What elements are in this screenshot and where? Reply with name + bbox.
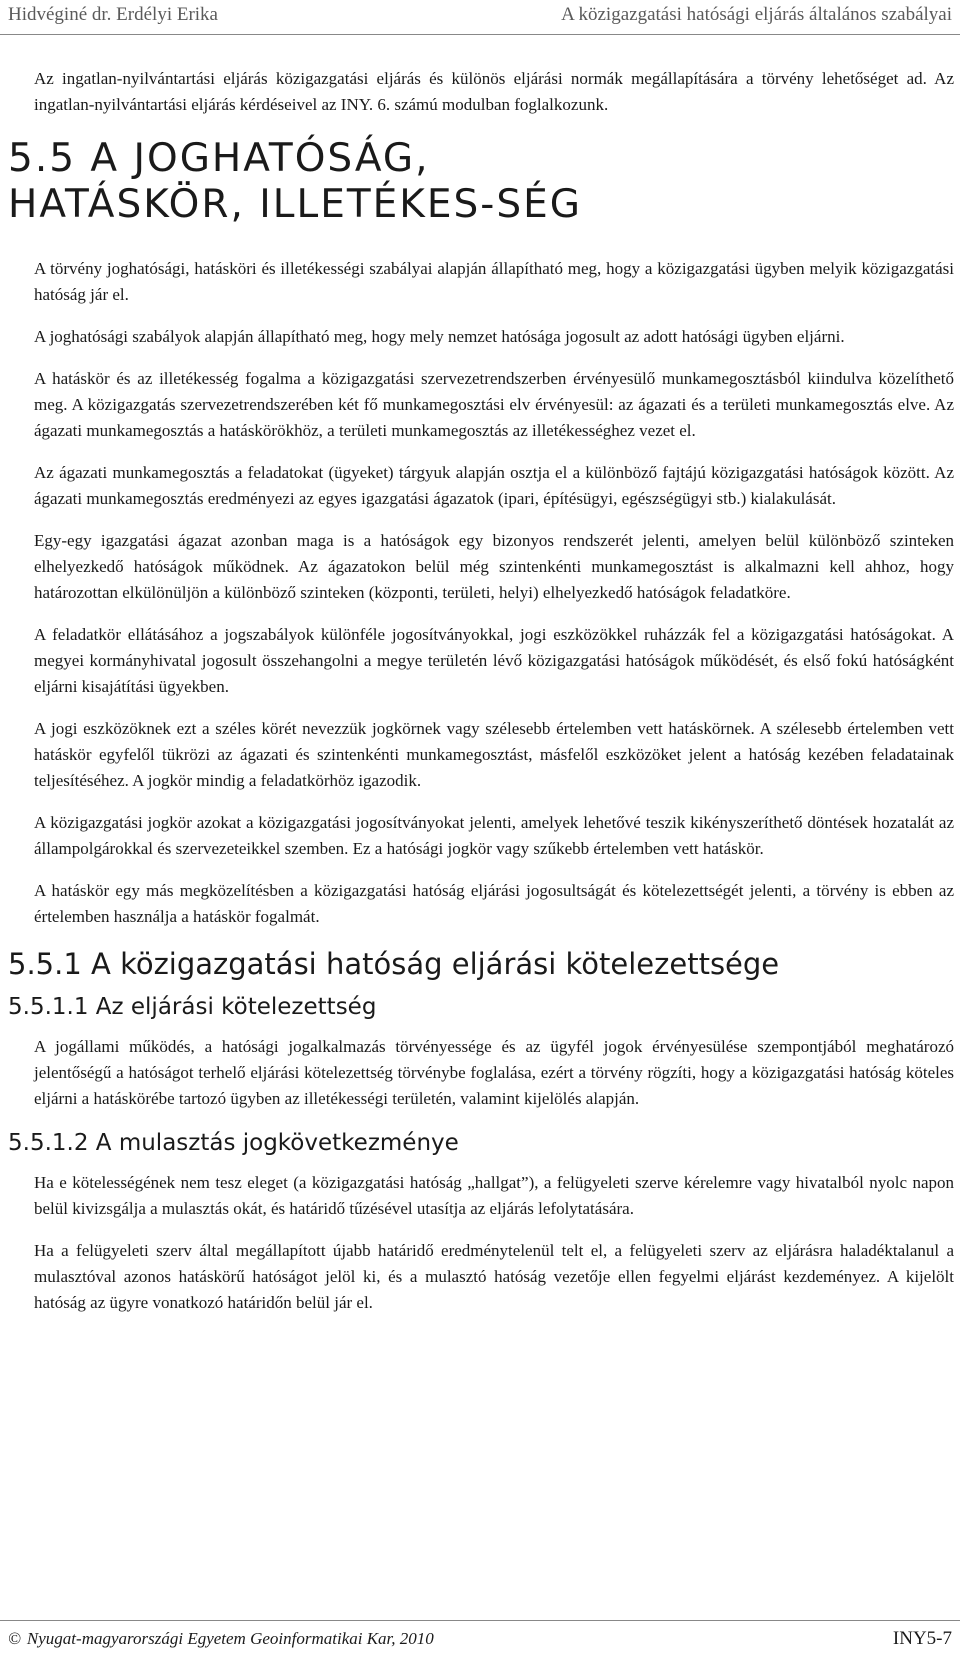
page-number: INY5-7 [892,1628,952,1649]
section-heading-5-5: 5.5 A JOGHATÓSÁG, HATÁSKÖR, ILLETÉKES-SÉG [8,136,582,227]
paragraph: A jogállami működés, a hatósági jogalkalmazás törvényessége és az ügyfél jogok érvényesülése szempontjából meghatározó jelentőségű a hatóságot terhelő eljárási kötelezettség törvénybe foglalása, ezért a törvény rögzíti, hogy a közigazgatási hatóság köteles eljárni a hatáskörébe tartozó ügyben az illetékességi területén, valamint kijelölés alapján. [34,1037,954,1108]
footer-publisher [8,1629,434,1649]
header-title: A közigazgatási hatósági eljárás általános szabályai [561,4,952,25]
section-heading-5-5-1: 5.5.1 A közigazgatási hatóság eljárási kötelezettsége [8,947,780,981]
page-footer [8,1628,952,1650]
footer-divider [0,1620,960,1621]
section-heading-5-5-1-1: 5.5.1.1 Az eljárási kötelezettség [8,994,377,1020]
paragraph: Ha e kötelességének nem tesz eleget (a közigazgatási hatóság „hallgat”), a felügyeleti szerve kérelemre vagy hivatalból nyolc napon belül kivizsgálja a mulasztás okát, és határidő tűzésével utasítja az eljárás lefolytatására. [34,1173,954,1218]
paragraph: Ha a felügyeleti szerv által megállapított újabb határidő eredménytelenül telt el, a felügyeleti szerv az eljárásra haladéktalanul a mulasztóval azonos hatáskörű hatóságot jelöl ki, és a mulasztó hatóság vezetője ellen fegyelmi eljárást kezdeményez. A kijelölt hatóság az ügyre vonatkozó határidőn belül jár el. [34,1241,954,1312]
running-header [8,4,952,34]
paragraph: A jogi eszközöknek ezt a széles körét nevezzük jogkörnek vagy szélesebb értelemben vett hatáskörnek. A szélesebb értelemben vett hatáskör egyfelől tükrözi az ágazati és szintenkénti munkamegosztást, másfelől eszközöket jelent a hatóság kezében feladatainak teljesítéséhez. A jogkör mindig a feladatkörhöz igazodik. [34,719,954,790]
paragraph: Az ágazati munkamegosztás a feladatokat (ügyeket) tárgyuk alapján osztja el a különböző fajtájú közigazgatási hatóságok között. Az ágazati munkamegosztás eredményezi az egyes igazgatási ágazatok (ipari, építésügyi, egészségügyi stb.) kialakulását. [34,463,954,508]
footer-publisher-text: Nyugat-magyarországi Egyetem Geoinformatikai Kar, 2010 [26,1629,434,1648]
paragraph: A feladatkör ellátásához a jogszabályok különféle jogosítványokkal, jogi eszközökkel ruházzák fel a közigazgatási hatóságokat. A megyei kormányhivatal jogosult összehangolni a megye területén lévő közigazgatási hatóságok működését, és első fokú hatóságként eljárni kisajátítási ügyekben. [34,625,954,696]
paragraph: A joghatósági szabályok alapján állapítható meg, hogy mely nemzet hatósága jogosult az adott hatósági ügyben eljárni. [34,327,845,346]
paragraph: A törvény joghatósági, hatásköri és illetékességi szabályai alapján állapítható meg, hogy a közigazgatási ügyben melyik közigazgatási hatóság jár el. [34,259,954,304]
header-author: Hidvéginé dr. Erdélyi Erika [8,4,218,25]
header-divider [0,34,960,35]
paragraph: A közigazgatási jogkör azokat a közigazgatási jogosítványokat jelenti, amelyek lehetővé teszik kikényszeríthető döntések hozatalát az állampolgárokkal és szervezeteikkel szemben. Ez a hatósági jogkör vagy szűkebb értelemben vett hatáskör. [34,813,954,858]
section-heading-5-5-1-2: 5.5.1.2 A mulasztás jogkövetkezménye [8,1130,459,1156]
page-content [8,66,954,1332]
paragraph: Egy-egy igazgatási ágazat azonban maga is a hatóságok egy bizonyos rendszerét jelenti, amelyen belül különböző szinteken elhelyezkedő hatóságok működnek. Az ágazatokon belül még szintenkénti munkamegosztást is alkalmazni kell ahhoz, hogy határozottan elkülönüljön a különböző szinteken (központi, területi, helyi) elhelyezkedő hatóságok feladatköre. [34,531,954,602]
copyright-icon: © [8,1629,21,1648]
paragraph: A hatáskör és az illetékesség fogalma a közigazgatási szervezetrendszerben érvényesülő munkamegosztásból kiindulva közelíthető meg. A közigazgatás szervezetrendszerében két fő munkamegosztási elv érvényesül: az ágazati és a területi munkamegosztás elve. Az ágazati munkamegosztás a hatáskörökhöz, a területi munkamegosztás az illetékességhez vezet el. [34,369,954,440]
paragraph: A hatáskör egy más megközelítésben a közigazgatási hatóság eljárási jogosultságát és kötelezettségét jelenti, a törvény is ebben az értelemben használja a hatáskör fogalmát. [34,881,954,926]
intro-paragraph: Az ingatlan-nyilvántartási eljárás közigazgatási eljárás és különös eljárási normák megállapítására a törvény lehetőséget ad. Az ingatlan-nyilvántartási eljárás kérdéseivel az INY. 6. számú modulban foglalkozunk. [34,69,954,114]
